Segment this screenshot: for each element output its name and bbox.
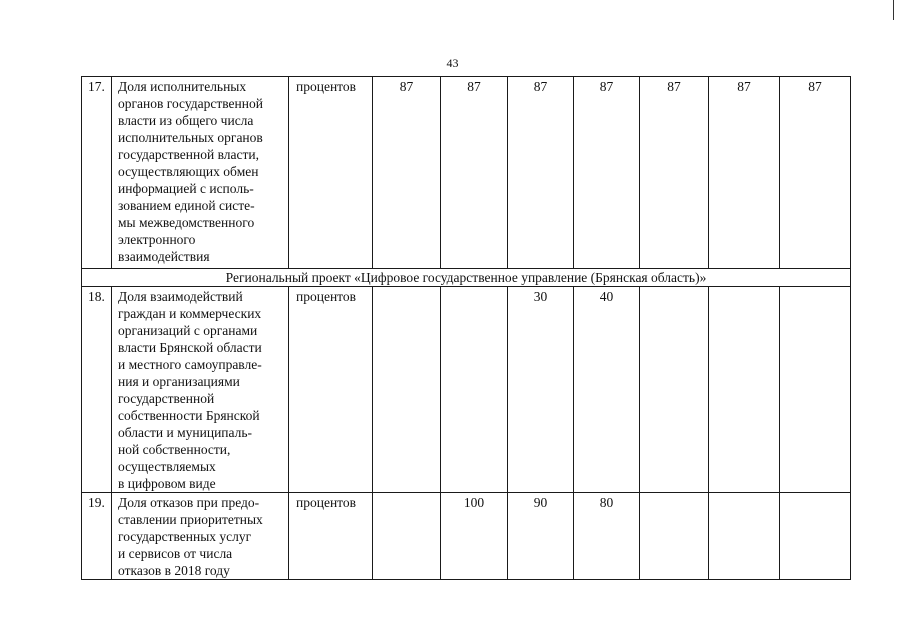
indicator-name-line: и местного самоуправле- [118, 357, 262, 372]
indicator-name-line: ставлении приоритетных [118, 512, 263, 527]
section-title: Региональный проект «Цифровое государственное управление (Брянская область)» [82, 269, 851, 287]
row-number: 18. [82, 287, 112, 493]
value-cell: 87 [709, 77, 780, 269]
indicator-name-line: и сервисов от числа [118, 546, 233, 561]
indicator-name [112, 77, 289, 269]
value-cell: 100 [441, 493, 508, 580]
indicator-name-line: взаимодействия [118, 249, 210, 264]
value-cell [709, 287, 780, 493]
edge-mark [893, 0, 894, 20]
indicator-name-line: власти из общего числа [118, 113, 254, 128]
indicator-name-line: органов государственной [118, 96, 263, 111]
value-cell [441, 287, 508, 493]
indicator-name-line: Доля взаимодействий [118, 289, 243, 304]
value-cell [780, 493, 851, 580]
value-cell: 87 [640, 77, 709, 269]
indicator-name-line: государственной власти, [118, 147, 260, 162]
indicator-name-line: ния и организациями [118, 374, 240, 389]
row-number: 17. [82, 77, 112, 269]
value-cell [640, 287, 709, 493]
table-row [82, 287, 851, 493]
indicator-name [112, 287, 289, 493]
unit-cell: процентов [289, 493, 373, 580]
value-cell: 87 [441, 77, 508, 269]
indicator-name [112, 493, 289, 580]
value-cell: 87 [508, 77, 574, 269]
indicator-name-line: в цифровом виде [118, 476, 216, 491]
indicator-name-line: мы межведомственного [118, 215, 255, 230]
indicator-name-line: зованием единой систе- [118, 198, 255, 213]
value-cell [373, 493, 441, 580]
table-row [82, 77, 851, 269]
table-row [82, 493, 851, 580]
value-cell [373, 287, 441, 493]
value-cell: 90 [508, 493, 574, 580]
indicator-name-line: информацией с исполь- [118, 181, 254, 196]
indicator-name-line: области и муниципаль- [118, 425, 253, 440]
indicators-table [81, 76, 851, 580]
value-cell: 30 [508, 287, 574, 493]
value-cell [709, 493, 780, 580]
value-cell [780, 287, 851, 493]
indicator-name-line: электронного [118, 232, 196, 247]
value-cell: 87 [373, 77, 441, 269]
indicator-name-line: исполнительных органов [118, 130, 263, 145]
value-cell: 40 [574, 287, 640, 493]
indicator-name-line: граждан и коммерческих [118, 306, 262, 321]
indicator-name-line: ной собственности, [118, 442, 231, 457]
indicator-name-line: Доля исполнительных [118, 79, 247, 94]
value-cell: 87 [574, 77, 640, 269]
value-cell [640, 493, 709, 580]
indicator-name-line: собственности Брянской [118, 408, 260, 423]
section-header-row [82, 269, 851, 287]
unit-cell: процентов [289, 287, 373, 493]
value-cell: 87 [780, 77, 851, 269]
indicator-name-line: власти Брянской области [118, 340, 262, 355]
indicator-name-line: отказов в 2018 году [118, 563, 230, 578]
row-number: 19. [82, 493, 112, 580]
unit-cell: процентов [289, 77, 373, 269]
page-number: 43 [446, 56, 459, 70]
indicator-name-line: государственных услуг [118, 529, 252, 544]
indicator-name-line: осуществляемых [118, 459, 216, 474]
indicator-name-line: осуществляющих обмен [118, 164, 259, 179]
indicator-name-line: организаций с органами [118, 323, 258, 338]
indicator-name-line: Доля отказов при предо- [118, 495, 260, 510]
indicator-name-line: государственной [118, 391, 215, 406]
value-cell: 80 [574, 493, 640, 580]
